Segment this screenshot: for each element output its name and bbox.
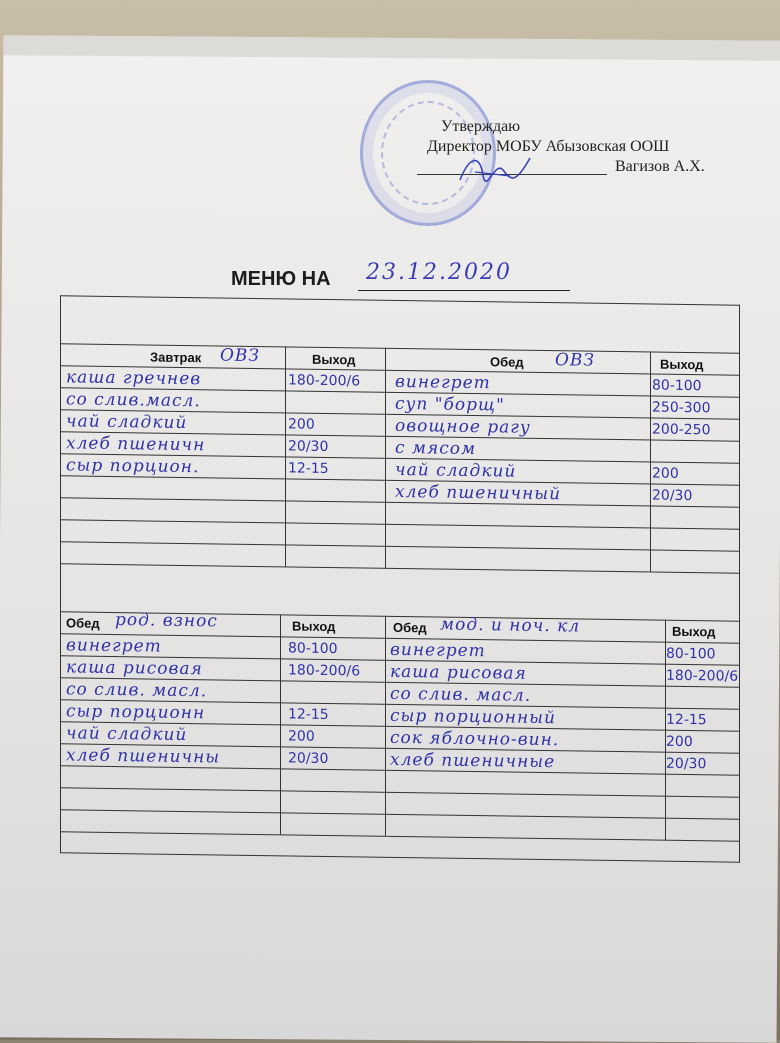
breakfast-dish: со слив.масл. xyxy=(66,389,201,412)
lunch-output-header: Выход xyxy=(660,356,704,373)
lunch-note: ОВЗ xyxy=(555,350,596,371)
table-column-rule xyxy=(280,614,281,834)
lunch-low-income-dish-output: 80-100 xyxy=(666,645,716,663)
lunch-low-income-dish-output: 20/30 xyxy=(666,755,707,773)
lunch-dish: винегрет xyxy=(395,371,491,394)
director-signature xyxy=(455,150,535,190)
lunch-low-income-dish-output: 180-200/6 xyxy=(666,667,739,685)
lunch-low-income-note: мод. и ноч. кл xyxy=(440,614,581,637)
lunch-paid-dish: винегрет xyxy=(66,635,162,657)
lunch-dish: овощное рагу xyxy=(395,415,531,438)
lunch-paid-header: Обед xyxy=(66,615,100,631)
table-column-rule xyxy=(385,616,386,836)
lunch-paid-dish: сыр порционн xyxy=(66,701,206,724)
lunch-dish-output: 20/30 xyxy=(652,487,693,505)
breakfast-dish: сыр порцион. xyxy=(66,455,200,478)
table-rule xyxy=(60,563,740,573)
breakfast-dish: каша гречнев xyxy=(66,367,202,390)
lunch-header: Обед xyxy=(490,354,524,370)
lunch-dish: с мясом xyxy=(395,437,477,460)
lunch-dish: чай сладкий xyxy=(395,459,517,482)
lunch-paid-dish: хлеб пшеничны xyxy=(66,745,221,768)
lunch-dish-output: 80-100 xyxy=(652,377,702,395)
breakfast-output-header: Выход xyxy=(312,351,356,368)
table-rule xyxy=(60,541,740,551)
table-rule xyxy=(60,809,740,819)
breakfast-dish: хлеб пшеничн xyxy=(66,433,206,456)
menu-table xyxy=(60,295,740,864)
lunch-low-income-output-header: Выход xyxy=(672,623,716,640)
breakfast-dish-output: 12-15 xyxy=(288,460,329,478)
table-rule xyxy=(60,831,740,841)
table-rule xyxy=(60,787,740,797)
lunch-low-income-dish: со слив. масл. xyxy=(390,683,532,706)
breakfast-dish-output: 20/30 xyxy=(288,438,329,455)
menu-title: МЕНЮ НА xyxy=(231,268,331,290)
lunch-dish-output: 200 xyxy=(652,465,679,482)
breakfast-note: ОВЗ xyxy=(220,345,261,367)
approval-line-2: Директор МОБУ Абызовская ООШ xyxy=(427,138,670,155)
table-rule xyxy=(60,519,740,529)
lunch-paid-dish: чай сладкий xyxy=(66,723,188,746)
lunch-dish: хлеб пшеничный xyxy=(395,481,562,505)
lunch-low-income-dish: винегрет xyxy=(390,639,486,662)
lunch-paid-output-header: Выход xyxy=(292,618,336,635)
breakfast-dish: чай сладкий xyxy=(66,411,188,434)
table-column-rule xyxy=(285,346,286,566)
lunch-paid-dish-output: 20/30 xyxy=(288,750,329,767)
lunch-paid-dish-output: 200 xyxy=(288,728,315,745)
lunch-paid-note: род. взнос xyxy=(115,610,218,632)
lunch-dish-output: 250-300 xyxy=(652,399,711,417)
table-column-rule xyxy=(739,305,740,863)
lunch-low-income-header: Обед xyxy=(393,619,427,636)
lunch-low-income-dish: каша рисовая xyxy=(390,661,527,684)
lunch-paid-dish: со слив. масл. xyxy=(66,679,208,702)
sheet-top-edge xyxy=(3,35,780,60)
lunch-dish: суп "борщ" xyxy=(395,393,505,416)
table-column-rule xyxy=(650,351,651,571)
breakfast-header: Завтрак xyxy=(150,349,202,366)
lunch-low-income-dish-output: 12-15 xyxy=(666,711,707,729)
approval-line-1: Утверждаю xyxy=(441,118,521,135)
lunch-low-income-dish: сок яблочно-вин. xyxy=(390,727,560,751)
lunch-paid-dish-output: 80-100 xyxy=(288,640,338,658)
lunch-paid-dish-output: 180-200/6 xyxy=(288,662,361,680)
menu-date: 23.12.2020 xyxy=(366,260,512,285)
breakfast-dish-output: 200 xyxy=(288,416,315,433)
lunch-paid-dish-output: 12-15 xyxy=(288,706,329,724)
lunch-paid-dish: каша рисовая xyxy=(66,657,203,680)
approval-line-3: Вагизов А.Х. xyxy=(615,158,705,175)
table-column-rule xyxy=(60,295,61,853)
breakfast-dish-output: 180-200/6 xyxy=(288,372,361,390)
lunch-dish-output: 200-250 xyxy=(652,421,711,439)
title-date-line xyxy=(358,290,570,291)
table-column-rule xyxy=(385,348,386,568)
lunch-low-income-dish: сыр порционный xyxy=(390,705,556,729)
lunch-low-income-dish: хлеб пшеничные xyxy=(390,749,556,773)
lunch-low-income-dish-output: 200 xyxy=(666,733,693,751)
